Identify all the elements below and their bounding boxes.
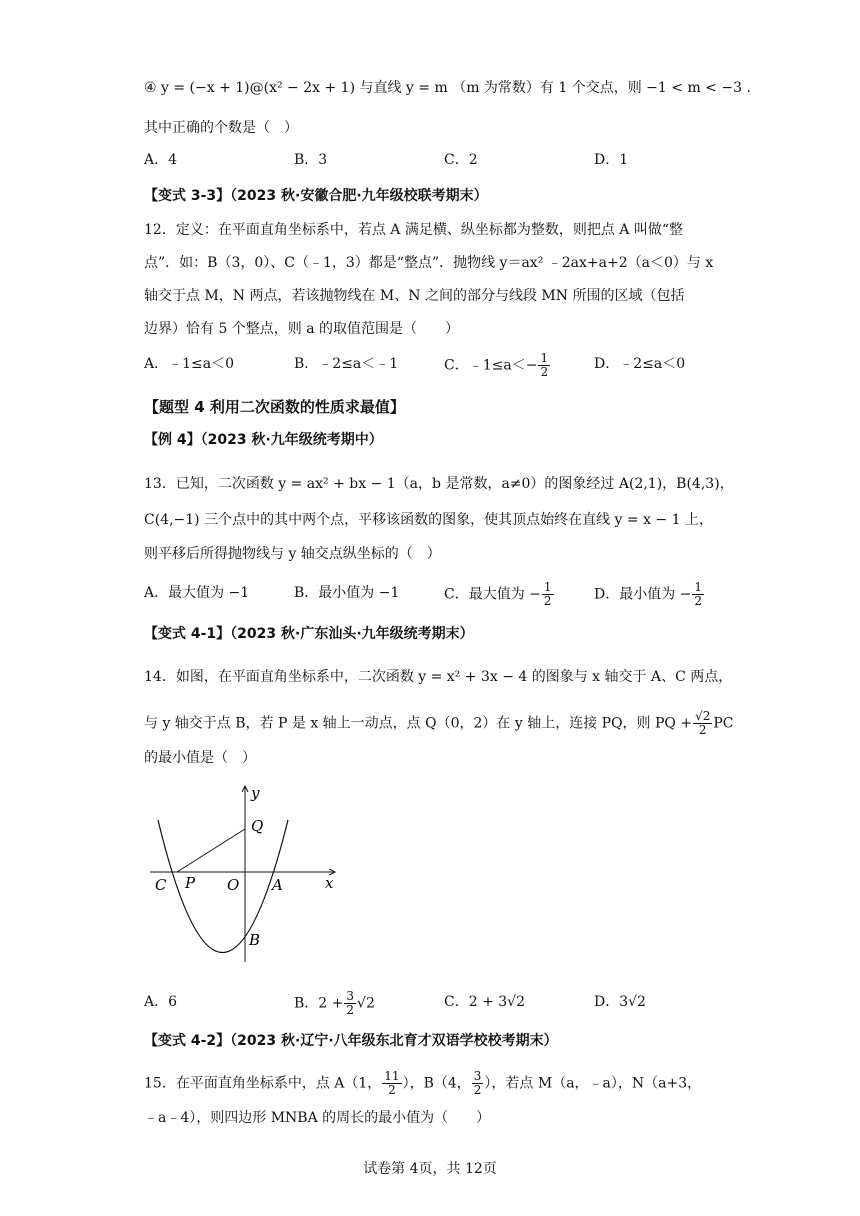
- fraction-denominator: 2: [346, 1003, 355, 1017]
- q15-line-1: [144, 1070, 701, 1097]
- q14-option-b-fraction: [344, 990, 356, 1017]
- q13-line-1: 13．已知，二次函数 y = ax² + bx − 1（a，b 是常数，a≠0）的图象经过 A(2,1)，B(4,3)，: [144, 476, 734, 492]
- q14-option-d: D．3√2: [594, 994, 646, 1010]
- q13-option-c-prefix: C．最大值为 −: [444, 586, 541, 603]
- q12-line-1: 12．定义：在平面直角坐标系中，若点 A 满足横、纵坐标都为整数，则把点 A 叫做“整: [144, 222, 683, 238]
- fraction-numerator: 11: [384, 1069, 400, 1083]
- q14-option-b-prefix: B．2 +: [294, 995, 344, 1012]
- q13-option-c: [444, 581, 555, 608]
- q15-b-fraction: [472, 1070, 484, 1097]
- q15-line-1-mid: ），B（4，: [402, 1075, 471, 1092]
- fraction-denominator: 2: [540, 365, 549, 379]
- q14-line-2-prefix: 与 y 轴交于点 B，若 P 是 x 轴上一动点，点 Q（0，2）在 y 轴上，连接 PQ，则 PQ +: [144, 715, 693, 732]
- fraction-denominator: 2: [698, 723, 707, 737]
- variant-4-2-heading: 【变式 4-2】（2023 秋·辽宁·八年级东北育才双语学校校考期末）: [144, 1033, 558, 1049]
- q11-prompt: 其中正确的个数是（ ）: [144, 120, 298, 136]
- label-x: x: [325, 874, 334, 892]
- q14-options: [144, 990, 804, 1016]
- q13-option-b: B．最小值为 −1: [294, 585, 400, 601]
- variant-4-1-heading: 【变式 4-1】（2023 秋·广东汕头·九年级统考期末）: [144, 626, 474, 642]
- q13-option-a: A．最大值为 −1: [144, 585, 250, 601]
- q13-option-d: [594, 581, 705, 608]
- q12-option-a: A．﹣1≤a＜0: [144, 356, 235, 372]
- label-p: P: [185, 874, 196, 892]
- fraction-numerator: 3: [473, 1069, 482, 1083]
- q14-option-a: A．6: [144, 994, 178, 1010]
- q15-line-1-prefix: 15．在平面直角坐标系中，点 A（1，: [144, 1075, 382, 1092]
- label-b: B: [249, 931, 261, 949]
- q14-line-2-suffix: PC: [713, 715, 734, 732]
- q14-line-1: 14．如图，在平面直角坐标系中，二次函数 y = x² + 3x − 4 的图象与 x 轴交于 A、C 两点，: [144, 669, 733, 685]
- example-4-heading: 【例 4】（2023 秋·九年级统考期中）: [144, 432, 383, 448]
- fraction-numerator: 3: [346, 989, 355, 1003]
- fraction-denominator: 2: [694, 594, 703, 608]
- q15-line-1-suffix: ），若点 M（a，﹣a），N（a+3，: [484, 1075, 702, 1092]
- label-q: Q: [251, 817, 264, 835]
- q11-option-d: D．1: [594, 152, 629, 168]
- q14-line-2-fraction: [693, 710, 712, 737]
- q12-option-c-prefix: C．﹣1≤a＜−: [444, 357, 538, 374]
- q14-option-c: C．2 + 3√2: [444, 994, 525, 1010]
- variant-3-3-heading: 【变式 3-3】（2023 秋·安徽合肥·九年级校联考期末）: [144, 188, 488, 204]
- q12-option-c-fraction: [538, 352, 550, 379]
- q14-line-3: 的最小值是（ ）: [144, 750, 256, 766]
- parabola-figure: [145, 780, 345, 970]
- q13-options: [144, 581, 804, 607]
- q12-line-2: 点”．如：B（3，0）、C（﹣1，3）都是“整点”．抛物线 y＝ax² ﹣2ax+a+2（a＜0）与 x: [144, 255, 714, 271]
- section-title: 【题型 4 利用二次函数的性质求最值】: [144, 398, 405, 416]
- fraction-denominator: 2: [473, 1083, 482, 1097]
- q14-line-2: [144, 710, 734, 737]
- q11-option-b: B．3: [294, 152, 328, 168]
- q12-option-b: B．﹣2≤a＜﹣1: [294, 356, 399, 372]
- q11-option-a: A．4: [144, 152, 178, 168]
- q11-options: [144, 148, 804, 174]
- q13-line-2: C(4,−1) 三个点中的其中两个点，平移该函数的图象，使其顶点始终在直线 y = x − 1 上，: [144, 512, 713, 528]
- segment-pq: [177, 829, 245, 872]
- q12-line-4: 边界）恰有 5 个整点，则 a 的取值范围是（ ）: [144, 321, 460, 337]
- q13-option-d-prefix: D．最小值为 −: [594, 586, 692, 603]
- page-footer: 试卷第 4页，共 12页: [363, 1161, 497, 1177]
- fraction-numerator: 1: [543, 580, 552, 594]
- q13-option-c-fraction: [542, 581, 554, 608]
- q12-option-d: D．﹣2≤a＜0: [594, 356, 686, 372]
- fraction-denominator: 2: [388, 1083, 396, 1097]
- q11-item-4: ④ y = (−x + 1)@(x² − 2x + 1) 与直线 y = m （m 为常数）有 1 个交点，则 −1 < m < −3 .: [144, 80, 751, 96]
- q15-line-2: ﹣a﹣4），则四边形 MNBA 的周长的最小值为（ ）: [144, 1110, 491, 1126]
- label-o: O: [227, 876, 240, 894]
- label-y: y: [251, 784, 260, 802]
- label-a: A: [272, 876, 283, 894]
- q11-option-c: C．2: [444, 152, 478, 168]
- fraction-denominator: 2: [543, 594, 552, 608]
- fraction-numerator: 1: [540, 351, 549, 365]
- q13-line-3: 则平移后所得抛物线与 y 轴交点纵坐标的（ ）: [144, 546, 441, 562]
- q15-a-fraction: [382, 1070, 401, 1097]
- fraction-numerator: 1: [694, 580, 703, 594]
- q12-line-3: 轴交于点 M，N 两点，若该抛物线在 M、N 之间的部分与线段 MN 所围的区域（包括: [144, 288, 685, 304]
- q14-option-b: [294, 990, 375, 1017]
- parabola-curve: [158, 820, 288, 953]
- q12-options: [144, 352, 804, 378]
- q13-option-d-fraction: [692, 581, 704, 608]
- label-c: C: [155, 876, 167, 894]
- q12-option-c: [444, 352, 551, 379]
- q14-option-b-suffix: √2: [357, 995, 375, 1012]
- fraction-numerator: √2: [695, 709, 711, 723]
